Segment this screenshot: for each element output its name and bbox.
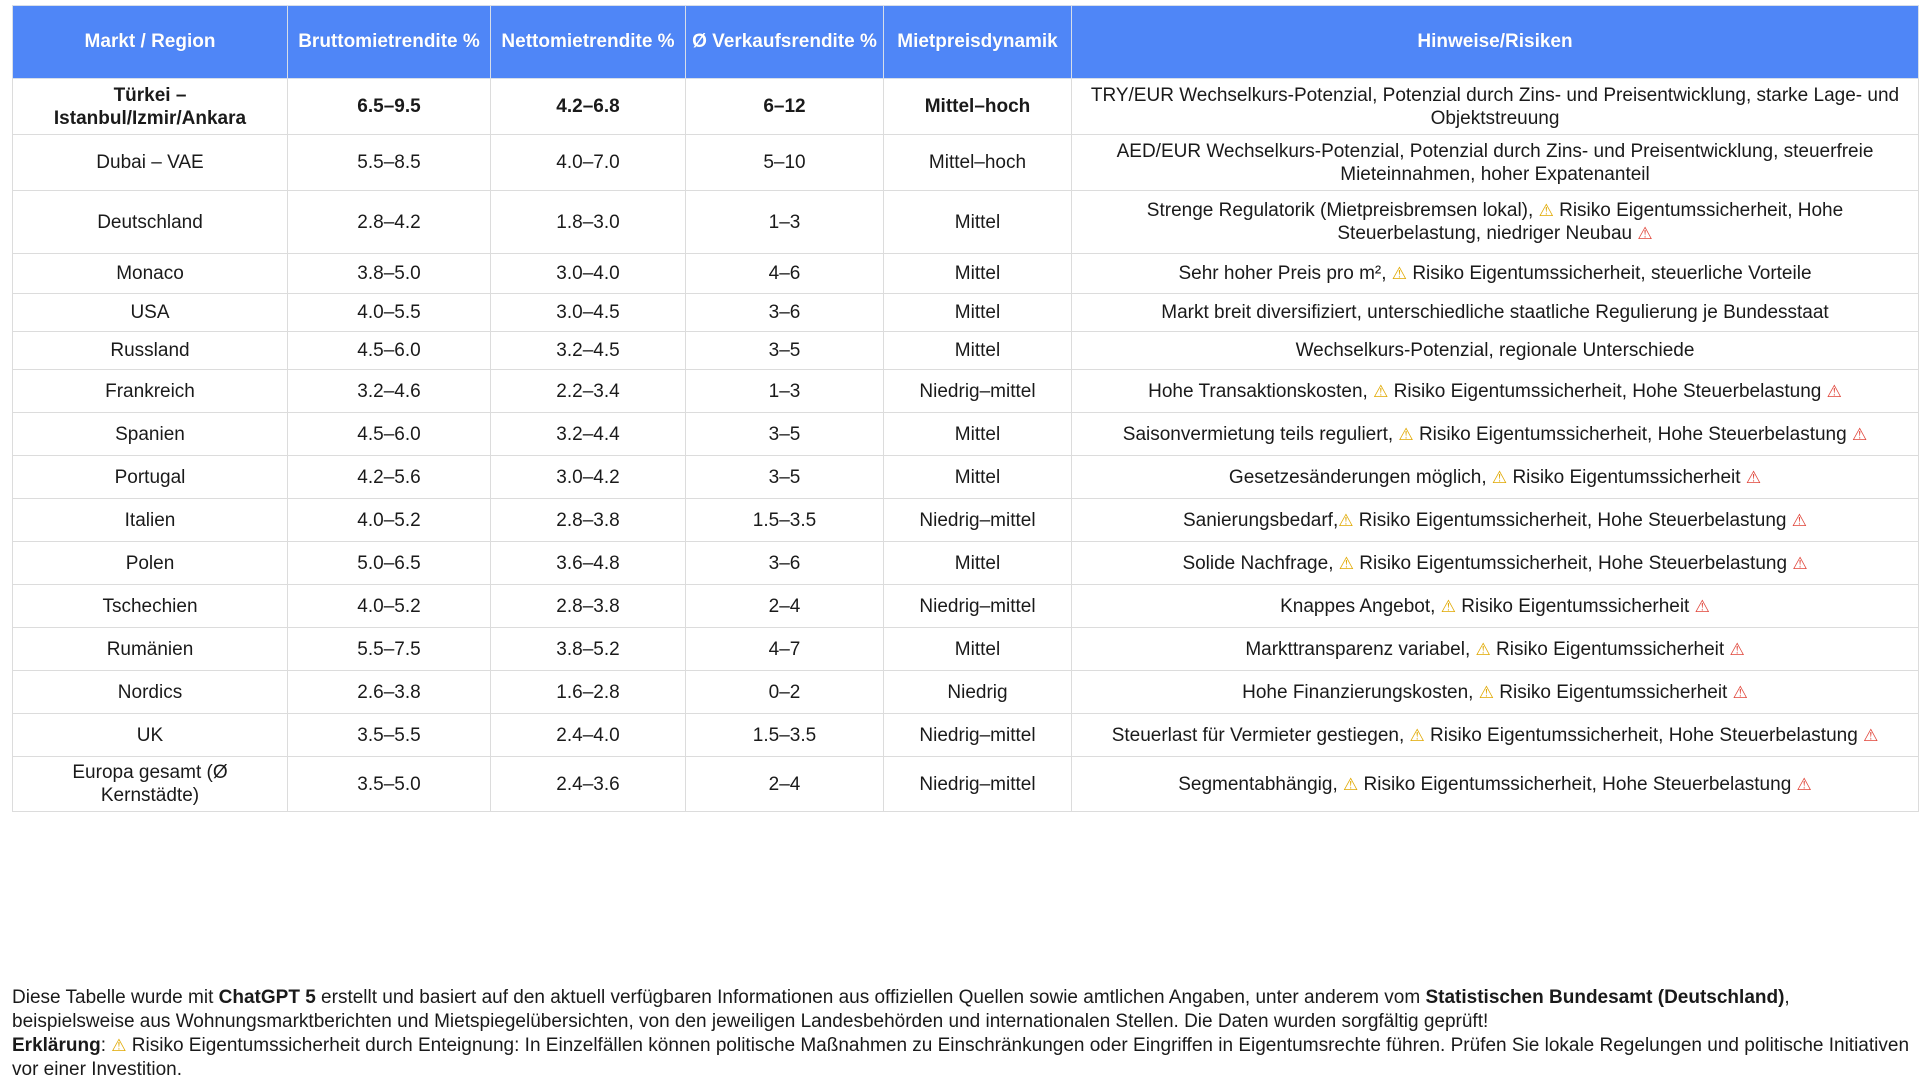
footer-bold-text: ChatGPT 5 <box>218 987 316 1008</box>
alert-icon: ⚠ <box>1745 467 1762 487</box>
cell-dynamik: Mittel <box>884 542 1072 585</box>
notes-text: TRY/EUR Wechselkurs-Potenzial, Potenzial durch Zins- und Preisentwicklung, starke Lage- und Objektstreuung <box>1090 84 1900 129</box>
cell-notes <box>1072 757 1919 812</box>
cell-region: Frankreich <box>13 370 288 413</box>
alert-icon: ⚠ <box>1637 224 1653 243</box>
table-row <box>13 413 1919 456</box>
cell-verkauf: 3–5 <box>686 413 884 456</box>
cell-region: Dubai – VAE <box>13 135 288 191</box>
cell-verkauf: 5–10 <box>686 135 884 191</box>
cell-netto: 3.0–4.0 <box>491 254 686 294</box>
cell-region: UK <box>13 714 288 757</box>
footer-text: Risiko Eigentumssicherheit durch Enteignung: In Einzelfällen können politische Maßnahmen zu Einschränkungen oder Eingriffen in Eigentumsrechte führen. Prüfen Sie lokale Regelungen und politische Initiativen vor einer Investition. <box>12 1035 1910 1080</box>
table-row <box>13 294 1919 332</box>
notes-text: Risiko Eigentumssicherheit, Hohe Steuerbelastung <box>1353 509 1792 531</box>
notes-text: Risiko Eigentumssicherheit <box>1455 595 1695 617</box>
cell-brutto: 5.5–8.5 <box>288 135 491 191</box>
cell-netto: 4.2–6.8 <box>491 79 686 135</box>
table-row <box>13 79 1919 135</box>
table-row <box>13 254 1919 294</box>
cell-brutto: 5.5–7.5 <box>288 628 491 671</box>
cell-verkauf: 3–5 <box>686 332 884 370</box>
cell-notes <box>1072 628 1919 671</box>
notes-text: Risiko Eigentumssicherheit, steuerliche Vorteile <box>1407 263 1812 284</box>
table-row <box>13 628 1919 671</box>
cell-dynamik: Mittel–hoch <box>884 79 1072 135</box>
alert-icon: ⚠ <box>1863 725 1879 745</box>
notes-text: Segmentabhängig, <box>1178 773 1343 795</box>
cell-verkauf: 1–3 <box>686 191 884 254</box>
footer-bold-text: Statistischen Bundesamt (Deutschland) <box>1425 987 1785 1008</box>
alert-icon: ⚠ <box>1791 510 1808 530</box>
footer-note <box>12 986 1912 1082</box>
cell-notes <box>1072 542 1919 585</box>
cell-netto: 3.0–4.2 <box>491 456 686 499</box>
cell-notes <box>1072 585 1919 628</box>
notes-text: AED/EUR Wechselkurs-Potenzial, Potenzial durch Zins- und Preisentwicklung, steuerfreie Mieteinnahmen, hoher Expatenanteil <box>1116 140 1874 185</box>
cell-notes <box>1072 135 1919 191</box>
cell-dynamik: Mittel <box>884 191 1072 254</box>
cell-dynamik: Mittel <box>884 628 1072 671</box>
cell-notes <box>1072 370 1919 413</box>
cell-region: Türkei – Istanbul/Izmir/Ankara <box>13 79 288 135</box>
alert-icon: ⚠ <box>1694 596 1710 616</box>
legend-label: Erklärung <box>12 1035 101 1056</box>
cell-netto: 3.2–4.5 <box>491 332 686 370</box>
warning-icon: ⚠ <box>1478 682 1494 702</box>
footer-text: , beispielsweise aus Wohnungsmarktberichten und Mietspiegelübersichten, von den jeweiligen Landesbehörden und internationalen Stellen. Die Daten wurden sorgfältig geprüft! <box>12 987 1790 1032</box>
table-row <box>13 135 1919 191</box>
cell-region: Polen <box>13 542 288 585</box>
cell-verkauf: 4–6 <box>686 254 884 294</box>
cell-notes <box>1072 79 1919 135</box>
cell-dynamik: Niedrig–mittel <box>884 757 1072 812</box>
table-row <box>13 499 1919 542</box>
cell-brutto: 3.5–5.5 <box>288 714 491 757</box>
notes-text: Risiko Eigentumssicherheit, Hohe Steuerbelastung, niedriger Neubau <box>1337 200 1844 244</box>
warning-icon: ⚠ <box>1338 553 1355 573</box>
cell-netto: 1.8–3.0 <box>491 191 686 254</box>
cell-brutto: 4.5–6.0 <box>288 332 491 370</box>
footer-paragraph-source <box>12 986 1912 1034</box>
cell-region: Monaco <box>13 254 288 294</box>
footer-text: erstellt und basiert auf den aktuell verfügbaren Informationen aus offiziellen Quellen sowie amtlichen Angaben, unter anderem vom <box>315 987 1426 1008</box>
footer-text: : <box>100 1035 112 1056</box>
cell-region: USA <box>13 294 288 332</box>
table-container <box>12 5 1918 812</box>
cell-brutto: 4.0–5.2 <box>288 499 491 542</box>
notes-text: Steuerlast für Vermieter gestiegen, <box>1111 724 1410 746</box>
cell-notes <box>1072 332 1919 370</box>
notes-text: Gesetzesänderungen möglich, <box>1228 466 1492 488</box>
cell-netto: 2.8–3.8 <box>491 499 686 542</box>
cell-region: Russland <box>13 332 288 370</box>
cell-brutto: 4.0–5.5 <box>288 294 491 332</box>
cell-region: Portugal <box>13 456 288 499</box>
cell-region: Deutschland <box>13 191 288 254</box>
table-body <box>13 79 1919 812</box>
cell-region: Europa gesamt (Ø Kernstädte) <box>13 757 288 812</box>
table-row <box>13 714 1919 757</box>
notes-text: Risiko Eigentumssicherheit, Hohe Steuerbelastung <box>1354 552 1793 574</box>
alert-icon: ⚠ <box>1796 774 1812 794</box>
table-row <box>13 456 1919 499</box>
cell-dynamik: Niedrig–mittel <box>884 585 1072 628</box>
cell-notes <box>1072 671 1919 714</box>
cell-brutto: 3.8–5.0 <box>288 254 491 294</box>
cell-verkauf: 2–4 <box>686 585 884 628</box>
notes-text: Solide Nachfrage, <box>1182 552 1339 574</box>
header-row <box>13 6 1919 79</box>
alert-icon: ⚠ <box>1826 381 1842 401</box>
cell-notes <box>1072 191 1919 254</box>
footer-text: Diese Tabelle wurde mit <box>12 987 219 1008</box>
warning-icon: ⚠ <box>1338 510 1354 530</box>
notes-text: Strenge Regulatorik (Mietpreisbremsen lokal), <box>1146 200 1539 221</box>
notes-text: Markttransparenz variabel, <box>1245 638 1476 660</box>
cell-netto: 4.0–7.0 <box>491 135 686 191</box>
notes-text: Risiko Eigentumssicherheit, Hohe Steuerbelastung <box>1424 724 1864 746</box>
warning-icon: ⚠ <box>1491 467 1508 487</box>
table-row <box>13 370 1919 413</box>
cell-brutto: 3.2–4.6 <box>288 370 491 413</box>
notes-text: Risiko Eigentumssicherheit, Hohe Steuerbelastung <box>1358 773 1797 795</box>
warning-icon: ⚠ <box>1391 264 1408 283</box>
notes-text: Hohe Finanzierungskosten, <box>1242 681 1479 703</box>
alert-icon: ⚠ <box>1851 424 1868 444</box>
table-row <box>13 191 1919 254</box>
warning-icon: ⚠ <box>1440 596 1456 616</box>
cell-verkauf: 0–2 <box>686 671 884 714</box>
market-table <box>12 5 1919 812</box>
notes-text: Risiko Eigentumssicherheit, Hohe Steuerbelastung <box>1413 423 1852 445</box>
cell-netto: 2.4–3.6 <box>491 757 686 812</box>
cell-verkauf: 1.5–3.5 <box>686 499 884 542</box>
table-row <box>13 757 1919 812</box>
cell-notes <box>1072 499 1919 542</box>
cell-dynamik: Mittel–hoch <box>884 135 1072 191</box>
cell-netto: 2.8–3.8 <box>491 585 686 628</box>
cell-brutto: 4.2–5.6 <box>288 456 491 499</box>
footer-paragraph-legend <box>12 1034 1912 1082</box>
cell-verkauf: 1.5–3.5 <box>686 714 884 757</box>
cell-verkauf: 4–7 <box>686 628 884 671</box>
cell-notes <box>1072 254 1919 294</box>
header-dynamik: Mietpreisdynamik <box>884 6 1072 79</box>
notes-text: Markt breit diversifiziert, unterschiedliche staatliche Regulierung je Bundesstaat <box>1161 302 1829 323</box>
table-row <box>13 542 1919 585</box>
cell-dynamik: Niedrig–mittel <box>884 499 1072 542</box>
cell-region: Spanien <box>13 413 288 456</box>
cell-region: Rumänien <box>13 628 288 671</box>
cell-netto: 3.6–4.8 <box>491 542 686 585</box>
warning-icon: ⚠ <box>1398 424 1414 444</box>
notes-text: Sehr hoher Preis pro m², <box>1178 263 1392 284</box>
notes-text: Saisonvermietung teils reguliert, <box>1122 423 1399 445</box>
cell-dynamik: Mittel <box>884 332 1072 370</box>
cell-verkauf: 6–12 <box>686 79 884 135</box>
cell-notes <box>1072 714 1919 757</box>
header-verkauf: Ø Verkaufsrendite % <box>686 6 884 79</box>
cell-dynamik: Mittel <box>884 294 1072 332</box>
cell-dynamik: Niedrig–mittel <box>884 714 1072 757</box>
table-row <box>13 585 1919 628</box>
cell-region: Nordics <box>13 671 288 714</box>
cell-region: Italien <box>13 499 288 542</box>
cell-verkauf: 3–6 <box>686 542 884 585</box>
notes-text: Wechselkurs-Potenzial, regionale Unterschiede <box>1295 340 1695 361</box>
cell-notes <box>1072 294 1919 332</box>
cell-notes <box>1072 413 1919 456</box>
notes-text: Risiko Eigentumssicherheit <box>1507 466 1746 488</box>
cell-netto: 2.4–4.0 <box>491 714 686 757</box>
alert-icon: ⚠ <box>1732 682 1748 702</box>
warning-icon: ⚠ <box>1373 381 1389 401</box>
alert-icon: ⚠ <box>1792 553 1808 573</box>
cell-verkauf: 3–5 <box>686 456 884 499</box>
cell-notes <box>1072 456 1919 499</box>
cell-brutto: 6.5–9.5 <box>288 79 491 135</box>
notes-text: Risiko Eigentumssicherheit <box>1490 638 1730 660</box>
header-netto: Nettomietrendite % <box>491 6 686 79</box>
cell-brutto: 3.5–5.0 <box>288 757 491 812</box>
warning-icon: ⚠ <box>1538 201 1554 220</box>
alert-icon: ⚠ <box>1729 639 1745 659</box>
cell-netto: 3.2–4.4 <box>491 413 686 456</box>
cell-dynamik: Mittel <box>884 254 1072 294</box>
cell-brutto: 4.0–5.2 <box>288 585 491 628</box>
cell-brutto: 4.5–6.0 <box>288 413 491 456</box>
cell-region: Tschechien <box>13 585 288 628</box>
cell-netto: 3.8–5.2 <box>491 628 686 671</box>
header-brutto: Bruttomietrendite % <box>288 6 491 79</box>
cell-brutto: 5.0–6.5 <box>288 542 491 585</box>
warning-icon: ⚠ <box>1343 774 1359 794</box>
cell-brutto: 2.8–4.2 <box>288 191 491 254</box>
cell-verkauf: 3–6 <box>686 294 884 332</box>
notes-text: Hohe Transaktionskosten, <box>1148 380 1374 402</box>
warning-icon: ⚠ <box>1475 639 1491 659</box>
notes-text: Risiko Eigentumssicherheit <box>1493 681 1733 703</box>
cell-netto: 3.0–4.5 <box>491 294 686 332</box>
cell-netto: 2.2–3.4 <box>491 370 686 413</box>
table-row <box>13 332 1919 370</box>
cell-dynamik: Niedrig <box>884 671 1072 714</box>
cell-dynamik: Niedrig–mittel <box>884 370 1072 413</box>
cell-brutto: 2.6–3.8 <box>288 671 491 714</box>
cell-verkauf: 1–3 <box>686 370 884 413</box>
header-notes: Hinweise/Risiken <box>1072 6 1919 79</box>
cell-verkauf: 2–4 <box>686 757 884 812</box>
warning-icon: ⚠ <box>1409 725 1425 745</box>
header-region: Markt / Region <box>13 6 288 79</box>
cell-dynamik: Mittel <box>884 456 1072 499</box>
table-row <box>13 671 1919 714</box>
warning-icon: ⚠ <box>111 1036 127 1055</box>
cell-netto: 1.6–2.8 <box>491 671 686 714</box>
notes-text: Risiko Eigentumssicherheit, Hohe Steuerbelastung <box>1388 380 1827 402</box>
notes-text: Knappes Angebot, <box>1280 595 1441 617</box>
cell-dynamik: Mittel <box>884 413 1072 456</box>
notes-text: Sanierungsbedarf, <box>1182 509 1339 531</box>
